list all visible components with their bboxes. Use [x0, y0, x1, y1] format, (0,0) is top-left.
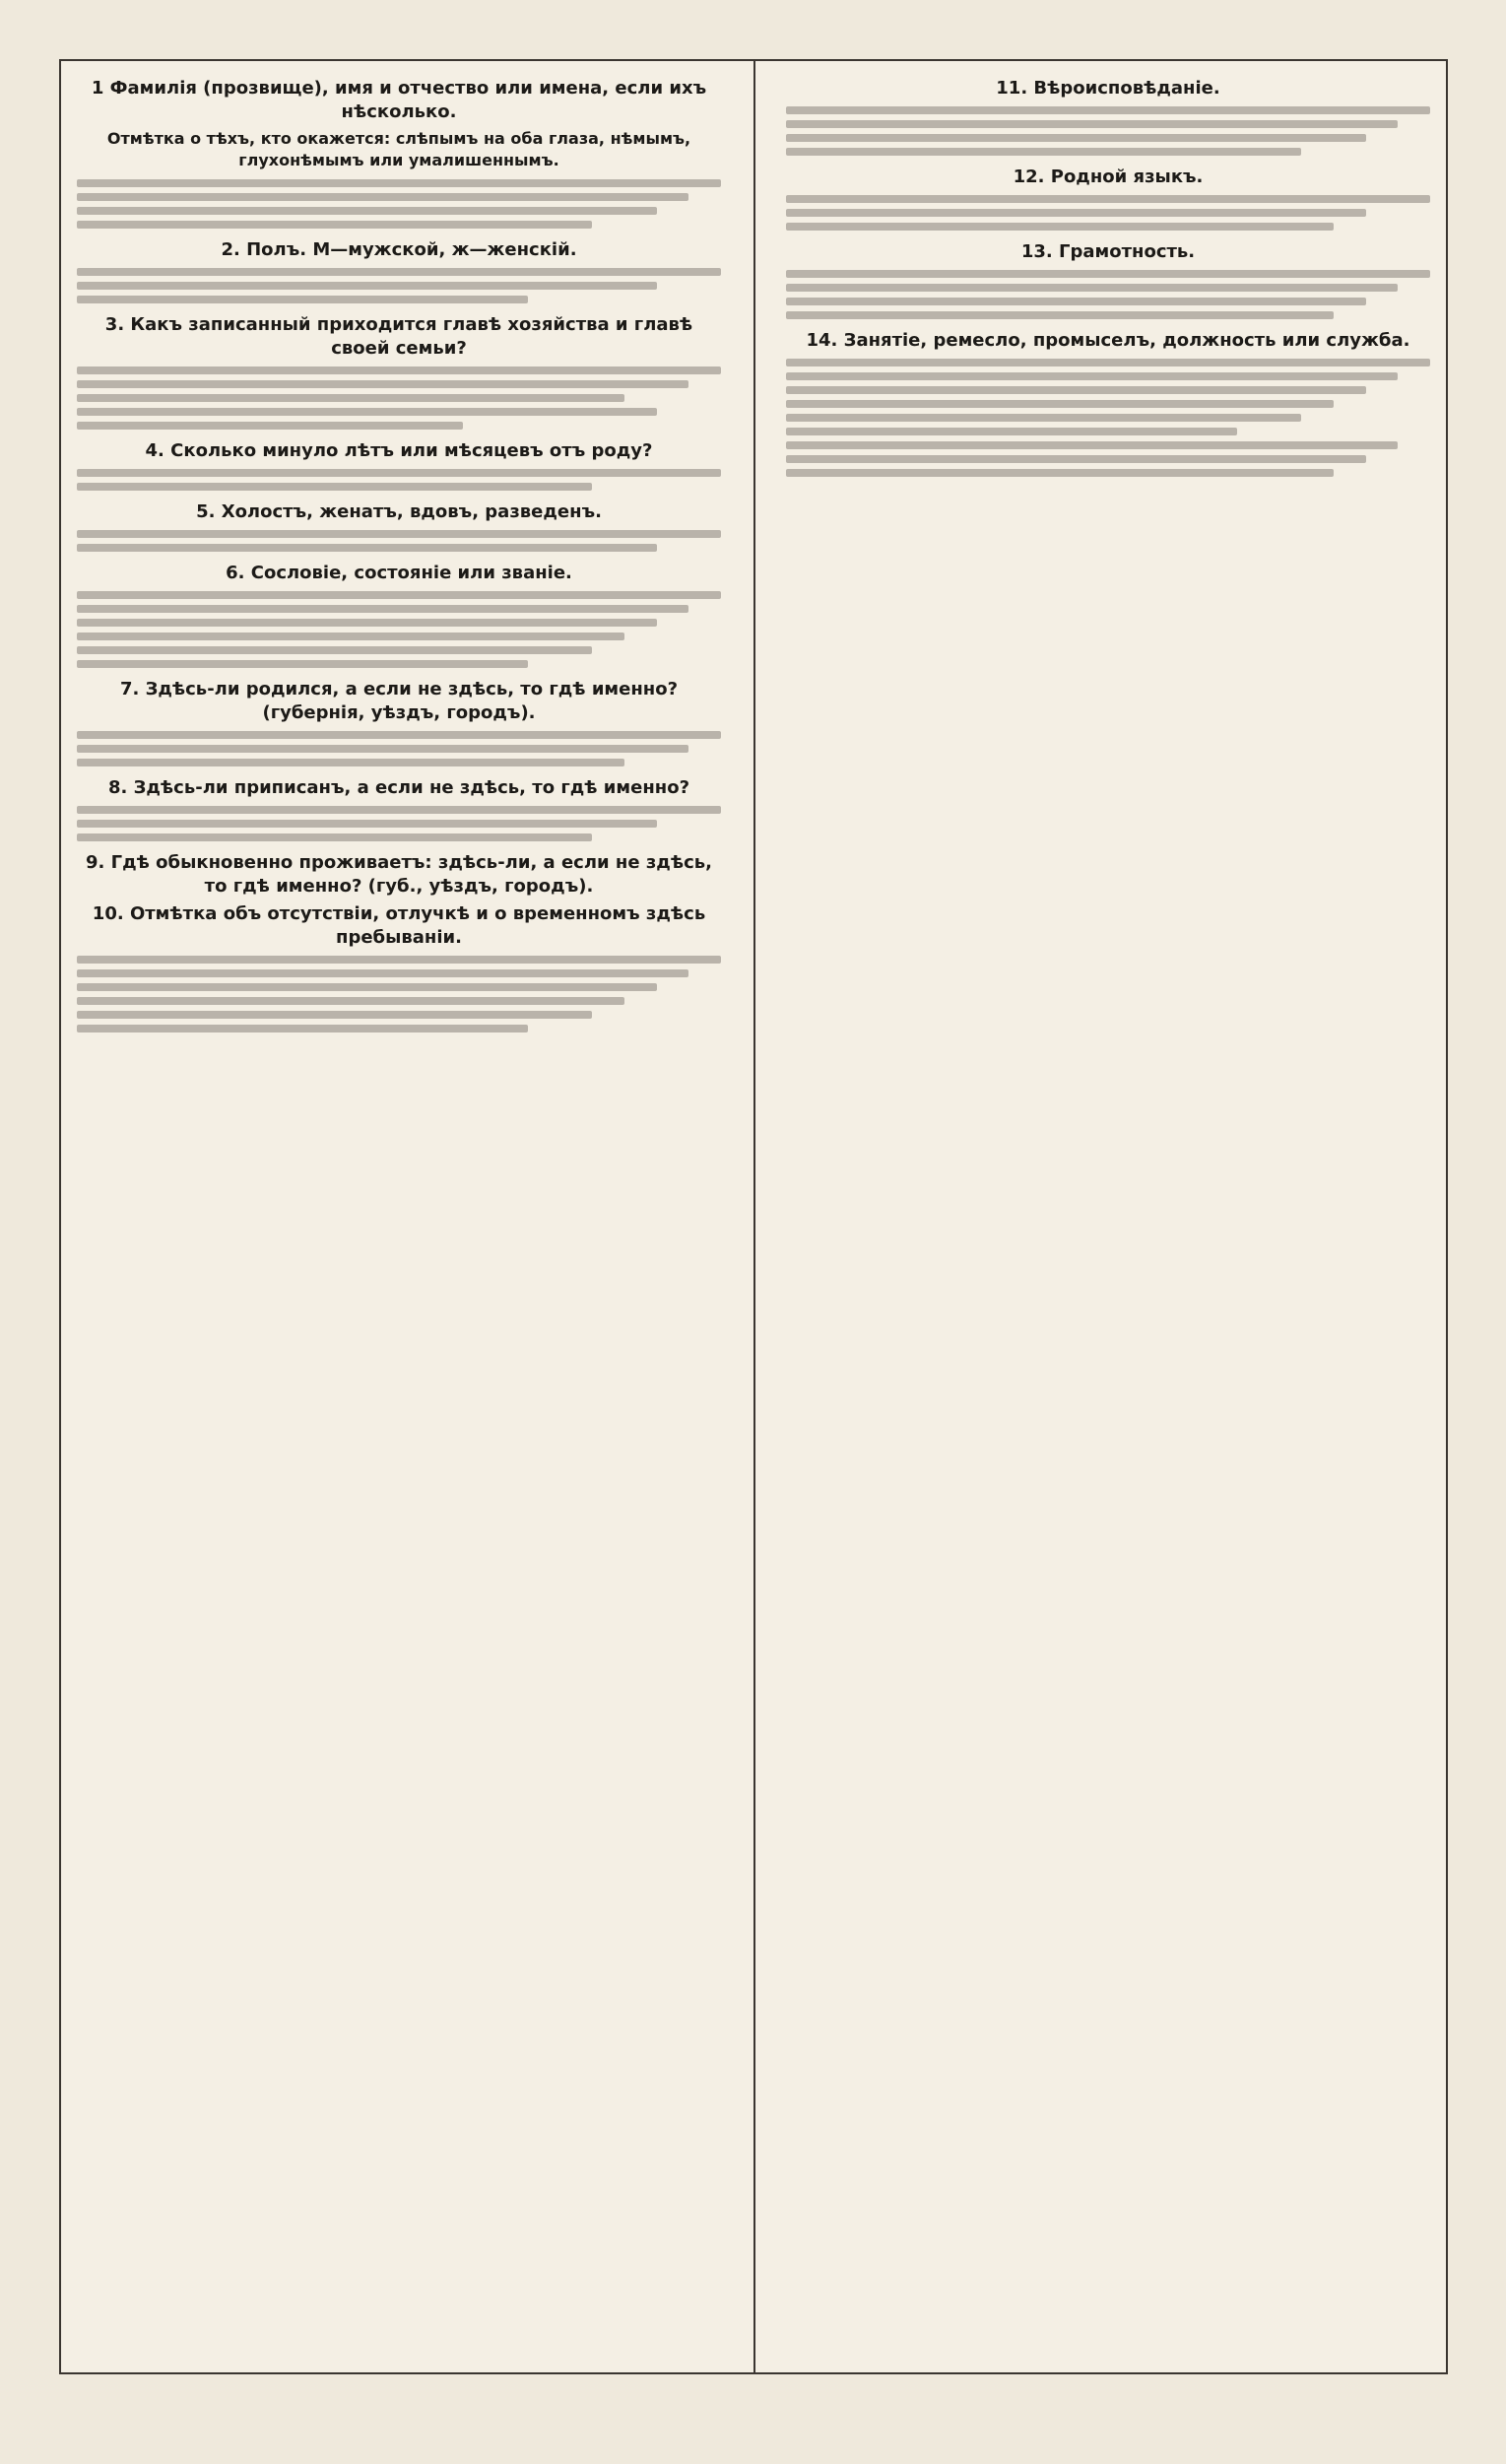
heading-13: 13. Грамотность. [1020, 241, 1196, 262]
text-block [786, 195, 1430, 231]
text-block [786, 106, 1430, 156]
right-column [768, 59, 1448, 2374]
heading-14: 14. Занятіе, ремесло, промыселъ, должность или служба. [806, 330, 1410, 351]
text-block [77, 179, 721, 229]
text-block [77, 268, 721, 303]
heading-2: 2. Полъ. М—мужской, ж—женскій. [221, 239, 577, 260]
text-block [77, 530, 721, 552]
text-block [77, 366, 721, 430]
text-block [77, 956, 721, 1032]
heading-9: 9. Гдѣ обыкновенно проживаетъ: здѣсь-ли, а если не здѣсь, то гдѣ именно? (губ., уѣздъ, городъ). [86, 852, 712, 897]
heading-6: 6. Сословіе, состояніе или званіе. [226, 563, 572, 583]
column-divider [753, 59, 755, 2374]
text-block [77, 591, 721, 668]
text-block [77, 469, 721, 491]
heading-8: 8. Здѣсь-ли приписанъ, а если не здѣсь, то гдѣ именно? [107, 777, 690, 798]
heading-7: 7. Здѣсь-ли родился, а если не здѣсь, то гдѣ именно? (губернія, уѣздъ, городъ). [119, 679, 679, 723]
left-column [59, 59, 739, 2374]
heading-11: 11. Вѣроисповѣданіе. [996, 78, 1220, 99]
heading-10: 10. Отмѣтка объ отсутствіи, отлучкѣ и о временномъ здѣсь пребываніи. [92, 903, 706, 948]
text-block [786, 270, 1430, 319]
heading-3: 3. Какъ записанный приходится главѣ хозяйства и главѣ своей семьи? [104, 314, 693, 359]
text-block [77, 731, 721, 766]
text-block [77, 806, 721, 841]
subheading-disability: Отмѣтка о тѣхъ, кто окажется: слѣпымъ на оба глаза, нѣмымъ, глухонѣмымъ или умалишеннымъ. [106, 129, 691, 169]
heading-5: 5. Холостъ, женатъ, вдовъ, разведенъ. [196, 501, 602, 522]
heading-12: 12. Родной языкъ. [1013, 166, 1204, 187]
text-block [786, 359, 1430, 477]
left-body [77, 179, 721, 1032]
heading-1: 1 Фамилія (прозвище), имя и отчество или имена, если ихъ нѣсколько. [91, 78, 707, 122]
census-page [59, 59, 1448, 2374]
heading-4: 4. Сколько минуло лѣтъ или мѣсяцевъ отъ роду? [145, 440, 653, 461]
